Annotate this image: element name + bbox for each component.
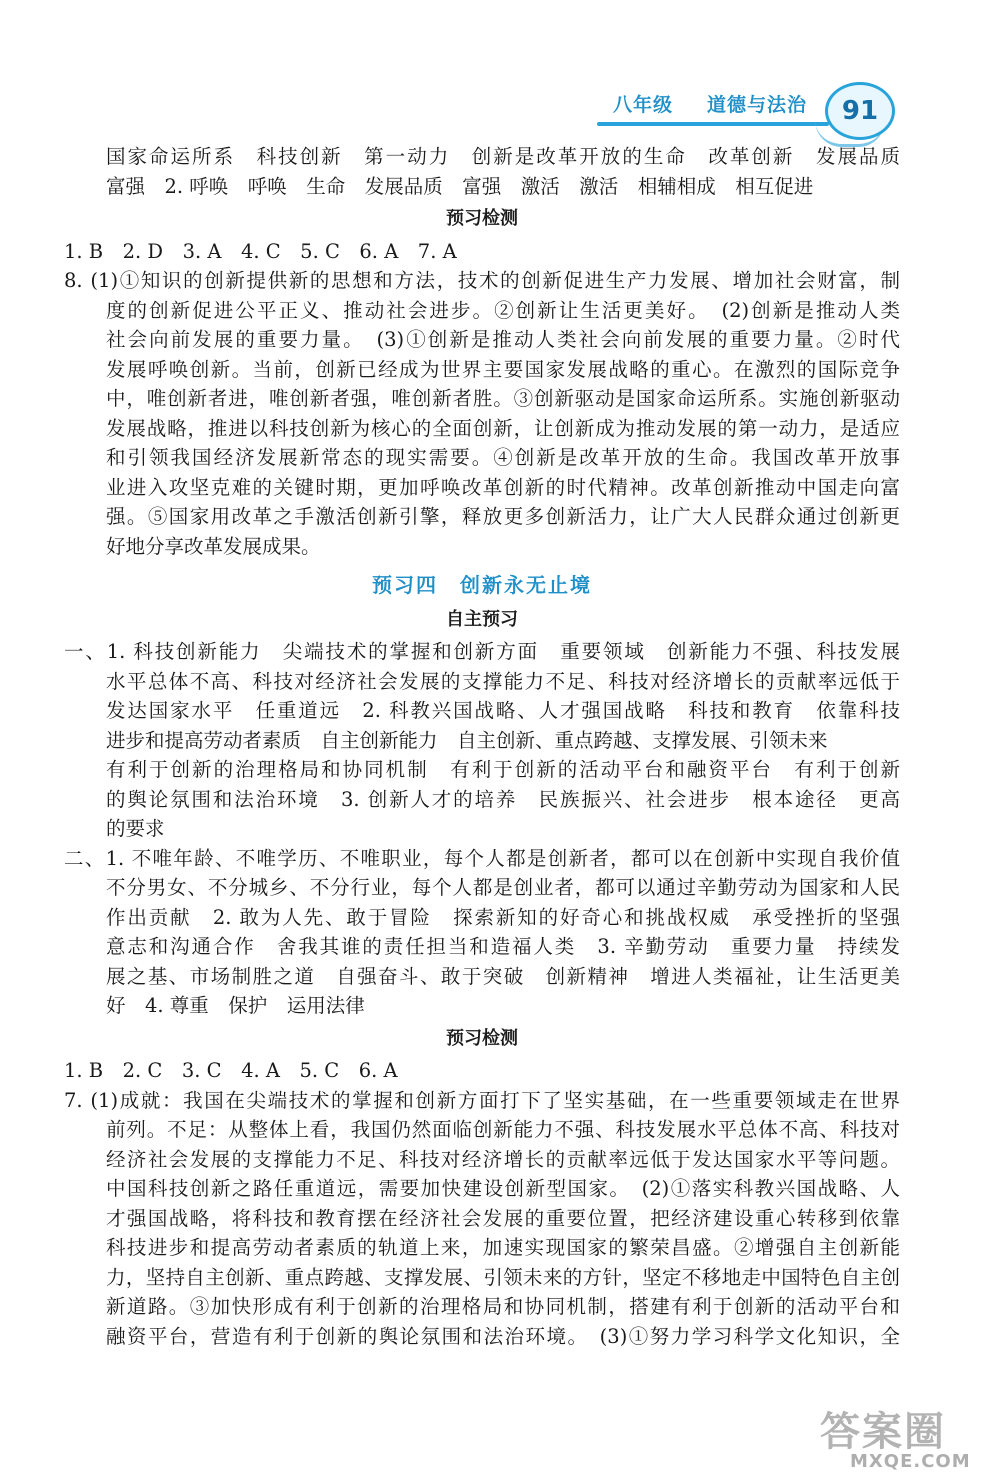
q7-line: 科技进步和提高劳动者素质的轨道上来，加速实现国家的繁荣昌盛。②增强自主创新能 bbox=[106, 1236, 900, 1259]
q7-line: 融资平台，营造有利于创新的舆论氛围和法治环境。 (3)①努力学习科学文化知识，全 bbox=[106, 1324, 900, 1348]
q7-line: 力，坚持自主创新、重点跨越、支撑发展、引领未来的方针，坚定不移地走中国特色自主创 bbox=[106, 1265, 900, 1289]
q7-line: 新道路。③加快形成有利于创新的治理格局和协同机制，搭建有利于创新的活动平台和 bbox=[106, 1295, 900, 1318]
part2-line: 好 4. 尊重 保护 运用法律 bbox=[106, 994, 365, 1017]
part2-line: 二、1. 不唯年龄、不唯学历、不唯职业，每个人都是创新者，都可以在创新中实现自我价值 bbox=[64, 846, 900, 870]
grade-label: 八年级 bbox=[613, 94, 674, 116]
part2-line: 不分男女、不分城乡、不分行业，每个人都是创业者，都可以通过辛勤劳动为国家和人民 bbox=[106, 876, 900, 899]
part1-line: 水平总体不高、科技对经济社会发展的支撑能力不足、科技对经济增长的贡献率远低于 bbox=[106, 669, 900, 693]
text-line: 国家命运所系 科技创新 第一动力 创新是改革开放的生命 改革创新 发展品质 bbox=[106, 145, 900, 168]
part2-line: 意志和沟通合作 舍我其谁的责任担当和造福人类 3. 辛勤劳动 重要力量 持续发 bbox=[106, 935, 900, 958]
q8-line: 业进入攻坚克难的关键时期，更加呼唤改革创新的时代精神。改革创新推动中国走向富 bbox=[106, 475, 900, 499]
answer-content bbox=[64, 142, 900, 1351]
watermark-url: MXQE.COM bbox=[850, 1451, 971, 1472]
q7-line: 才强国战略，将科技和教育摆在经济社会发展的重要位置，把经济建设重心转移到依靠 bbox=[106, 1206, 900, 1230]
preview-check-title: 预习检测 bbox=[446, 208, 518, 229]
part1-line: 进步和提高劳动者素质 自主创新能力 自主创新、重点跨越、支撑发展、引领未来 bbox=[106, 728, 828, 752]
q8-line: 强。⑤国家用改革之手激活创新引擎，释放更多创新活力，让广大人民群众通过创新更 bbox=[106, 505, 900, 528]
watermark-text: 答案圈 bbox=[820, 1409, 946, 1455]
part2-line: 作出贡献 2. 敢为人先、敢于冒险 探索新知的好奇心和挑战权威 承受挫折的坚强 bbox=[106, 905, 900, 929]
subject-label: 道德与法治 bbox=[707, 94, 808, 116]
part1-line: 一、1. 科技创新能力 尖端技术的掌握和创新方面 重要领域 创新能力不强、科技发展 bbox=[64, 640, 900, 663]
part1-line: 发达国家水平 任重道远 2. 科教兴国战略、人才强国战略 科技和教育 依靠科技 bbox=[106, 699, 900, 722]
self-study-title: 自主预习 bbox=[446, 608, 518, 630]
q8-line: 发展战略，推进以科技创新为核心的全面创新，让创新成为推动发展的第一动力，是适应 bbox=[106, 416, 900, 440]
watermark-logo bbox=[820, 1400, 990, 1472]
q7-line: 经济社会发展的支撑能力不足、科技对经济增长的贡献率远低于发达国家水平等问题。 bbox=[106, 1147, 900, 1171]
part1-line: 有利于创新的治理格局和协同机制 有利于创新的活动平台和融资平台 有利于创新 bbox=[106, 758, 900, 781]
q8-line: 社会向前发展的重要力量。 (3)①创新是推动人类社会向前发展的重要力量。②时代 bbox=[106, 328, 900, 351]
text-line: 富强 2. 呼唤 呼唤 生命 发展品质 富强 激活 激活 相辅相成 相互促进 bbox=[106, 174, 814, 198]
header-rule bbox=[597, 122, 829, 126]
q7-line: 7. (1)成就：我国在尖端技术的掌握和创新方面打下了坚实基础，在一些重要领域走在世界 bbox=[64, 1088, 900, 1112]
part1-line: 的舆论氛围和法治环境 3. 创新人才的培养 民族振兴、社会进步 根本途径 更高 bbox=[106, 787, 900, 811]
answer-line: 1. B 2. C 3. C 4. A 5. C 6. A bbox=[64, 1059, 398, 1082]
part2-line: 展之基、市场制胜之道 自强奋斗、敢于突破 创新精神 增进人类福祉，让生活更美 bbox=[106, 964, 900, 988]
part1-line: 的要求 bbox=[106, 817, 165, 840]
q8-line: 好地分享改革发展成果。 bbox=[106, 534, 321, 558]
q8-line: 发展呼唤创新。当前，创新已经成为世界主要国家发展战略的重心。在激烈的国际竞争 bbox=[106, 357, 900, 381]
section-title: 预习四 创新永无止境 bbox=[372, 573, 592, 597]
answer-line: 1. B 2. D 3. A 4. C 5. C 6. A 7. A bbox=[64, 239, 457, 263]
q8-line: 和引领我国经济发展新常态的现实需要。④创新是改革开放的生命。我国改革开放事 bbox=[106, 446, 900, 469]
q7-line: 中国科技创新之路任重道远，需要加快建设创新型国家。 (2)①落实科教兴国战略、人 bbox=[106, 1177, 900, 1200]
q8-line: 度的创新促进公平正义、推动社会进步。②创新让生活更美好。 (2)创新是推动人类 bbox=[106, 298, 900, 322]
q8-line: 中，唯创新者进，唯创新者强，唯创新者胜。③创新驱动是国家命运所系。实施创新驱动 bbox=[106, 387, 900, 410]
q8-line: 8. (1)①知识的创新提供新的思想和方法，技术的创新促进生产力发展、增加社会财富，制 bbox=[64, 269, 900, 292]
q7-line: 前列。不足：从整体上看，我国仍然面临创新能力不强、科技发展水平总体不高、科技对 bbox=[106, 1118, 900, 1141]
page-number: 91 bbox=[825, 82, 895, 140]
preview-check-title: 预习检测 bbox=[446, 1027, 518, 1049]
